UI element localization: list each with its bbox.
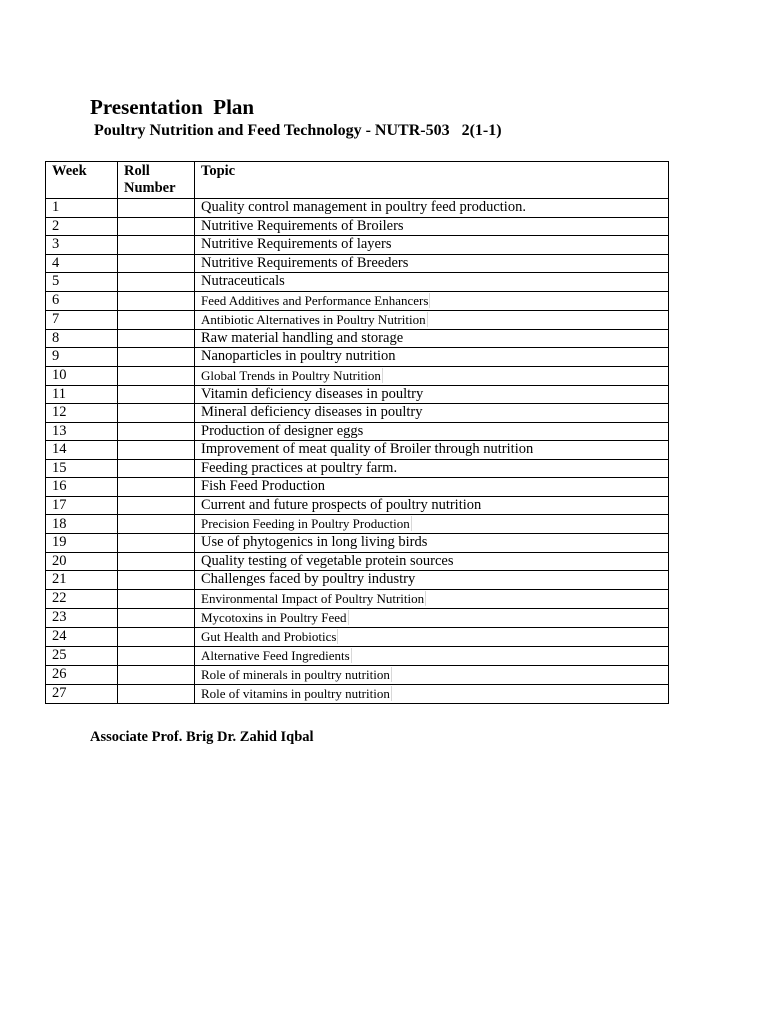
- week-cell: 17: [46, 496, 118, 515]
- roll-number-cell: [118, 515, 195, 534]
- topic-cell: [195, 515, 669, 534]
- week-cell: 21: [46, 571, 118, 590]
- week-cell: 20: [46, 552, 118, 571]
- topic-text: Challenges faced by poultry industry: [201, 571, 416, 588]
- table-row: [46, 478, 669, 497]
- table-row: [46, 348, 669, 367]
- roll-number-cell: [118, 665, 195, 684]
- topic-cell: [195, 348, 669, 367]
- course-subtitle: Poultry Nutrition and Feed Technology - NUTR-503 2(1-1): [94, 122, 502, 139]
- week-cell: 13: [46, 422, 118, 441]
- roll-number-cell: [118, 254, 195, 273]
- topic-text: Alternative Feed Ingredients: [201, 647, 350, 663]
- week-cell: 25: [46, 646, 118, 665]
- roll-number-cell: [118, 552, 195, 571]
- table-row: [46, 684, 669, 703]
- week-cell: 27: [46, 684, 118, 703]
- topic-text: Nutraceuticals: [201, 273, 285, 290]
- week-cell: 18: [46, 515, 118, 534]
- topic-cell: [195, 459, 669, 478]
- table-row: [46, 496, 669, 515]
- topic-text: Nutritive Requirements of Broilers: [201, 217, 404, 234]
- week-cell: 9: [46, 348, 118, 367]
- topic-text: Mineral deficiency diseases in poultry: [201, 404, 423, 421]
- week-cell: 6: [46, 291, 118, 310]
- table-row: [46, 329, 669, 348]
- table-row: [46, 571, 669, 590]
- table-row: [46, 608, 669, 627]
- table-row: [46, 441, 669, 460]
- table-body: [46, 199, 669, 704]
- roll-number-cell: [118, 608, 195, 627]
- table-row: [46, 404, 669, 423]
- table-row: [46, 646, 669, 665]
- topic-cell: [195, 496, 669, 515]
- roll-number-cell: [118, 329, 195, 348]
- week-cell: 5: [46, 273, 118, 292]
- roll-number-cell: [118, 199, 195, 218]
- topic-cell: [195, 273, 669, 292]
- week-cell: 16: [46, 478, 118, 497]
- topic-text: Use of phytogenics in long living birds: [201, 534, 428, 551]
- header-roll-number: Roll Number: [118, 162, 195, 199]
- topic-text: Global Trends in Poultry Nutrition: [201, 367, 381, 383]
- topic-text: Feeding practices at poultry farm.: [201, 459, 398, 476]
- topic-text: Nanoparticles in poultry nutrition: [201, 348, 396, 365]
- week-cell: 12: [46, 404, 118, 423]
- topic-text: Antibiotic Alternatives in Poultry Nutrition: [201, 311, 426, 327]
- table-row: [46, 552, 669, 571]
- week-cell: 24: [46, 627, 118, 646]
- table-row: [46, 627, 669, 646]
- week-cell: 3: [46, 236, 118, 255]
- week-cell: 19: [46, 534, 118, 553]
- table-row: [46, 199, 669, 218]
- topic-cell: [195, 608, 669, 627]
- table-row: [46, 589, 669, 608]
- instructor-signature-line: Associate Prof. Brig Dr. Zahid Iqbal: [90, 729, 314, 745]
- week-cell: 2: [46, 217, 118, 236]
- topic-cell: [195, 589, 669, 608]
- topic-text: Raw material handling and storage: [201, 329, 404, 346]
- week-cell: 26: [46, 665, 118, 684]
- roll-number-cell: [118, 217, 195, 236]
- week-cell: 4: [46, 254, 118, 273]
- week-cell: 8: [46, 329, 118, 348]
- topic-text: Precision Feeding in Poultry Production: [201, 516, 410, 531]
- topic-text: Nutritive Requirements of layers: [201, 236, 392, 253]
- roll-number-cell: [118, 478, 195, 497]
- topic-text: Quality control management in poultry feed production.: [201, 199, 526, 216]
- topic-text: Production of designer eggs: [201, 422, 364, 439]
- table-row: [46, 291, 669, 310]
- roll-number-cell: [118, 422, 195, 441]
- header-topic: Topic: [195, 162, 669, 199]
- table-row: [46, 422, 669, 441]
- topic-text: Current and future prospects of poultry nutrition: [201, 496, 482, 513]
- table-row: [46, 515, 669, 534]
- roll-number-cell: [118, 534, 195, 553]
- topic-cell: [195, 199, 669, 218]
- topic-text: Nutritive Requirements of Breeders: [201, 254, 409, 271]
- roll-number-cell: [118, 236, 195, 255]
- topic-text: Role of minerals in poultry nutrition: [201, 666, 390, 682]
- roll-number-cell: [118, 646, 195, 665]
- topic-cell: [195, 329, 669, 348]
- table-row: [46, 217, 669, 236]
- topic-cell: [195, 646, 669, 665]
- topic-text: Feed Additives and Performance Enhancers: [201, 292, 429, 308]
- header-week: Week: [46, 162, 118, 199]
- week-cell: 11: [46, 385, 118, 404]
- week-cell: 23: [46, 608, 118, 627]
- table-header-row: [46, 162, 669, 199]
- roll-number-cell: [118, 459, 195, 478]
- topic-cell: [195, 627, 669, 646]
- topic-cell: [195, 236, 669, 255]
- roll-number-cell: [118, 571, 195, 590]
- roll-number-cell: [118, 589, 195, 608]
- topic-cell: [195, 478, 669, 497]
- roll-number-cell: [118, 291, 195, 310]
- table-row: [46, 385, 669, 404]
- week-cell: 10: [46, 366, 118, 385]
- topic-text: Environmental Impact of Poultry Nutrition: [201, 590, 425, 606]
- topic-cell: [195, 291, 669, 310]
- topic-cell: [195, 310, 669, 329]
- topic-text: Mycotoxins in Poultry Feed: [201, 609, 347, 625]
- roll-number-cell: [118, 366, 195, 385]
- topic-cell: [195, 571, 669, 590]
- roll-number-cell: [118, 627, 195, 646]
- topic-text: Vitamin deficiency diseases in poultry: [201, 385, 424, 402]
- table-row: [46, 254, 669, 273]
- topic-text: Improvement of meat quality of Broiler through nutrition: [201, 441, 534, 458]
- roll-number-cell: [118, 684, 195, 703]
- document-title: Presentation Plan: [90, 95, 255, 119]
- topic-text: Quality testing of vegetable protein sources: [201, 552, 454, 569]
- week-cell: 14: [46, 441, 118, 460]
- table-row: [46, 534, 669, 553]
- roll-number-cell: [118, 441, 195, 460]
- topic-cell: [195, 552, 669, 571]
- topic-text: Role of vitamins in poultry nutrition: [201, 685, 390, 701]
- roll-number-cell: [118, 496, 195, 515]
- topic-cell: [195, 404, 669, 423]
- topic-cell: [195, 684, 669, 703]
- topic-text: Fish Feed Production: [201, 478, 326, 495]
- week-cell: 7: [46, 310, 118, 329]
- topic-cell: [195, 385, 669, 404]
- roll-number-cell: [118, 348, 195, 367]
- table-row: [46, 665, 669, 684]
- week-cell: 15: [46, 459, 118, 478]
- table-row: [46, 310, 669, 329]
- table-row: [46, 273, 669, 292]
- presentation-plan-table: [45, 161, 669, 704]
- topic-cell: [195, 665, 669, 684]
- roll-number-cell: [118, 404, 195, 423]
- table-row: [46, 366, 669, 385]
- roll-number-cell: [118, 310, 195, 329]
- topic-cell: [195, 441, 669, 460]
- table-row: [46, 459, 669, 478]
- topic-cell: [195, 422, 669, 441]
- topic-cell: [195, 366, 669, 385]
- table-row: [46, 236, 669, 255]
- week-cell: 1: [46, 199, 118, 218]
- week-cell: 22: [46, 589, 118, 608]
- topic-cell: [195, 534, 669, 553]
- roll-number-cell: [118, 273, 195, 292]
- topic-text: Gut Health and Probiotics: [201, 628, 337, 644]
- roll-number-cell: [118, 385, 195, 404]
- topic-cell: [195, 254, 669, 273]
- topic-cell: [195, 217, 669, 236]
